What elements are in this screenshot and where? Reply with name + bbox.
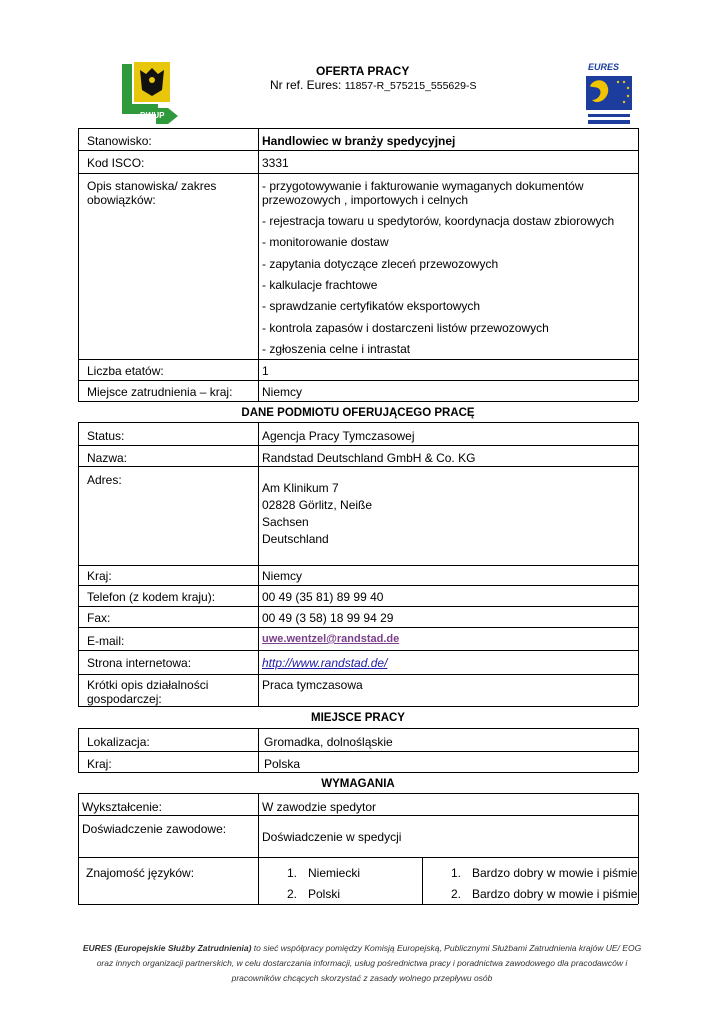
location-label: Lokalizacja: <box>87 735 150 749</box>
activity-value: Praca tymczasowa <box>262 678 363 692</box>
name-value: Randstad Deutschland GmbH & Co. KG <box>262 451 476 465</box>
isco-label: Kod ISCO: <box>87 156 145 170</box>
eures-logo-text: EURES <box>588 62 620 72</box>
language-level: Bardzo dobry w mowie i piśmie <box>472 866 638 880</box>
activity-label: Krótki opis działalności <box>87 678 209 692</box>
duty-item: - zgłoszenia celne i intrastat <box>262 342 411 356</box>
languages-label: Znajomość języków: <box>86 866 195 880</box>
education-label: Wykształcenie: <box>82 800 162 814</box>
address-line: Am Klinikum 7 <box>262 481 339 495</box>
duty-item: - rejestracja towaru u spedytorów, koordynacja dostaw zbiorowych <box>262 214 615 228</box>
activity-label-cont: gospodarczej: <box>87 692 162 706</box>
workplace-country-label-2: Kraj: <box>87 757 112 771</box>
experience-label: Doświadczenie zawodowe: <box>82 822 227 836</box>
position-label: Stanowisko: <box>87 134 152 148</box>
duty-item: - przygotowywanie i fakturowanie wymaganych dokumentów <box>262 179 584 193</box>
position-value: Handlowiec w branży spedycyjnej <box>262 134 456 148</box>
reference-label: Nr ref. Eures: <box>270 78 342 92</box>
fax-value: 00 49 (3 58) 18 99 94 29 <box>262 611 394 625</box>
duty-item: przewozowych , importowych i celnych <box>262 193 469 207</box>
employer-section-title: DANE PODMIOTU OFERUJĄCEGO PRACĘ <box>241 407 475 419</box>
language-number: 2. <box>287 887 298 901</box>
fte-label: Liczba etatów: <box>87 364 164 378</box>
status-label: Status: <box>87 429 125 443</box>
reference-number: 11857-R_575215_555629-S <box>344 80 477 92</box>
eures-logo <box>584 60 634 128</box>
duty-item: - zapytania dotyczące zleceń przewozowych <box>262 257 499 271</box>
workplace-country-value: Niemcy <box>262 385 303 399</box>
website-label: Strona internetowa: <box>87 656 192 670</box>
address-label: Adres: <box>87 473 122 487</box>
language-name: Polski <box>308 887 341 901</box>
footer-line-1 <box>70 941 654 956</box>
phone-value: 00 49 (35 81) 89 99 40 <box>262 590 384 604</box>
duty-item: - monitorowanie dostaw <box>262 235 389 249</box>
duty-item: - kontrola zapasów i dostarczeni listów przewozowych <box>262 321 549 335</box>
email-label: E-mail: <box>87 634 125 648</box>
duty-item: - kalkulacje frachtowe <box>262 278 378 292</box>
education-value: W zawodzie spedytor <box>262 800 377 814</box>
experience-value: Doświadczenie w spedycji <box>262 830 402 844</box>
footer-eures-name: EURES (Europejskie Służby Zatrudnienia) <box>82 943 252 953</box>
dwup-logo-text: DWUP <box>140 111 165 120</box>
workplace-section-title: MIEJSCE PRACY <box>311 712 405 724</box>
email-link[interactable]: uwe.wentzel@randstad.de <box>262 633 400 645</box>
language-level-number: 1. <box>451 866 462 880</box>
language-level: Bardzo dobry w mowie i piśmie <box>472 887 638 901</box>
employer-country-value: Niemcy <box>262 569 303 583</box>
address-line: Deutschland <box>262 532 329 546</box>
location-value: Gromadka, dolnośląskie <box>264 735 393 749</box>
fax-label: Fax: <box>87 611 111 625</box>
language-number: 1. <box>287 866 298 880</box>
footer-line-3: pracowników chcących skorzystać z zasady wolnego przepływu osób <box>231 973 493 983</box>
isco-value: 3331 <box>262 156 289 170</box>
status-value: Agencja Pracy Tymczasowej <box>262 429 415 443</box>
address-line: 02828 Görlitz, Neiße <box>262 498 373 512</box>
footer-line-1-rest: to sieć współpracy pomiędzy Komisją Europejską, Publicznymi Służbami Zatrudnienia krajów UE/ EOG <box>251 943 642 953</box>
language-level-number: 2. <box>451 887 462 901</box>
dwup-logo <box>118 60 180 126</box>
duties-label-cont: obowiązków: <box>87 193 156 207</box>
language-name: Niemiecki <box>308 866 361 880</box>
reference-line <box>270 78 476 93</box>
workplace-country-value-2: Polska <box>264 757 301 771</box>
workplace-country-label: Miejsce zatrudnienia – kraj: <box>87 385 233 399</box>
address-line: Sachsen <box>262 515 309 529</box>
footer-line-2: oraz innych organizacji partnerskich, w celu dostarczania informacji, usług pośrednictwa pracy i poradnictwa zawodowego dla pracodawców i <box>96 958 628 968</box>
page-title: OFERTA PRACY <box>316 64 410 78</box>
fte-value: 1 <box>262 364 269 378</box>
phone-label: Telefon (z kodem kraju): <box>87 590 216 604</box>
requirements-section-title: WYMAGANIA <box>321 778 395 790</box>
website-link[interactable]: http://www.randstad.de/ <box>262 656 388 670</box>
duties-label: Opis stanowiska/ zakres <box>87 179 217 193</box>
duty-item: - sprawdzanie certyfikatów eksportowych <box>262 299 481 313</box>
employer-country-label: Kraj: <box>87 569 112 583</box>
name-label: Nazwa: <box>87 451 128 465</box>
